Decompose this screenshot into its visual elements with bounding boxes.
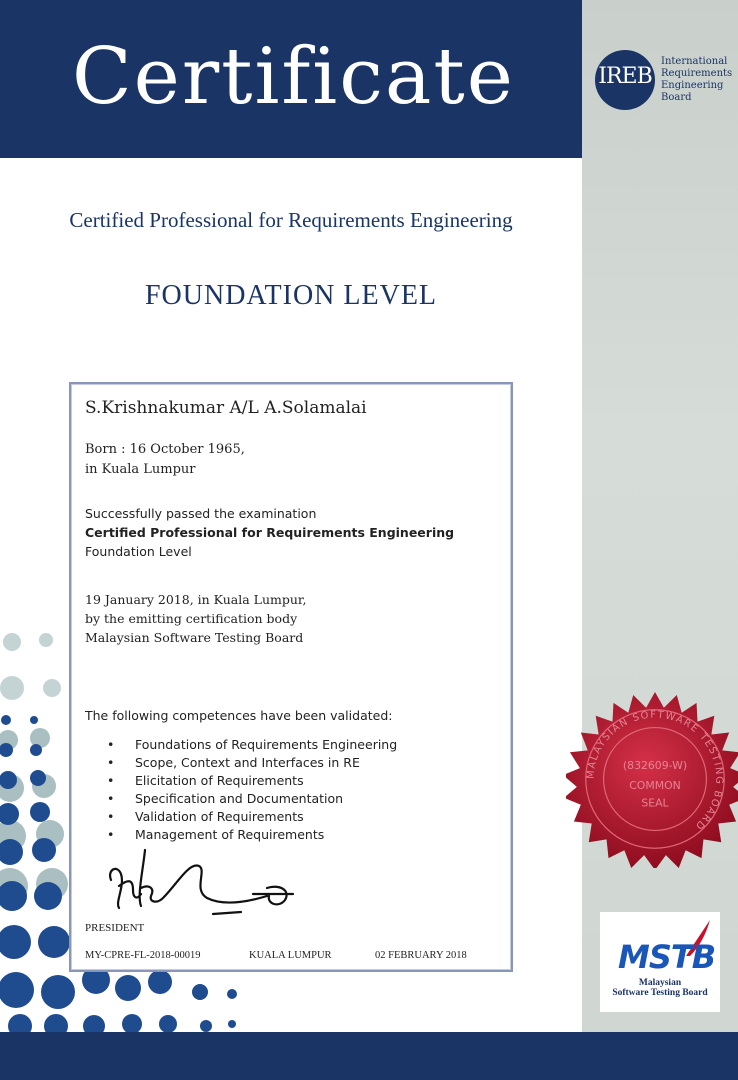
list-item: • Management of Requirements [101, 826, 397, 844]
issue-body-line: by the emitting certification body [85, 611, 298, 626]
competences-list [101, 736, 397, 844]
exam-level: Foundation Level [85, 544, 192, 559]
ireb-logo [590, 50, 660, 110]
president-signature [97, 840, 297, 930]
footer-place: KUALA LUMPUR [249, 950, 332, 961]
mstb-logo-box [600, 912, 720, 1012]
signature-role: PRESIDENT [85, 922, 145, 934]
ireb-name-line: International [661, 56, 728, 67]
ireb-logo-text: IREB [598, 64, 652, 89]
candidate-name: S.Krishnakumar A/L A.Solamalai [85, 398, 367, 418]
list-item: • Validation of Requirements [101, 808, 397, 826]
header-band [0, 0, 582, 158]
footer-date: 02 FEBRUARY 2018 [375, 950, 467, 961]
certificate-id: MY-CPRE-FL-2018-00019 [85, 950, 201, 961]
seal-ring-text: MALAYSIAN SOFTWARE TESTING BOARD [585, 709, 725, 833]
seal-seal-text: SEAL [641, 796, 669, 810]
seal-reg-number: (832609-W) [622, 759, 688, 773]
ireb-name-line: Engineering [661, 80, 724, 91]
ireb-name-line: Board [661, 92, 692, 103]
seal-common-text: COMMON [629, 778, 681, 792]
ireb-full-name [661, 56, 737, 104]
list-item: • Specification and Documentation [101, 790, 397, 808]
list-item: • Scope, Context and Interfaces in RE [101, 754, 397, 772]
bottom-band [0, 1032, 738, 1080]
mstb-name-line2: Software Testing Board [612, 988, 708, 998]
certificate-title: Certificate [72, 32, 515, 122]
issue-date: 19 January 2018, in Kuala Lumpur, [85, 592, 307, 607]
exam-result [85, 504, 454, 561]
birth-info [85, 440, 245, 480]
ireb-name-line: Requirements [661, 68, 733, 79]
list-item: • Elicitation of Requirements [101, 772, 397, 790]
issue-body-name: Malaysian Software Testing Board [85, 630, 304, 645]
competences-intro: The following competences have been validated: [85, 708, 393, 723]
program-title: Certified Professional for Requirements Engineering [69, 208, 513, 232]
exam-intro: Successfully passed the examination [85, 506, 317, 521]
common-seal [566, 690, 738, 868]
birth-place: in Kuala Lumpur [85, 462, 196, 477]
program-level: FOUNDATION LEVEL [144, 280, 438, 311]
issue-info [85, 590, 307, 647]
certificate-details-box [69, 382, 513, 972]
mstb-full-name [600, 978, 720, 998]
mstb-name-line1: Malaysian [638, 978, 682, 988]
birth-date: Born : 16 October 1965, [85, 442, 245, 457]
list-item: • Foundations of Requirements Engineering [101, 736, 397, 754]
mstb-logo-text: MSTB [618, 938, 716, 976]
exam-certification: Certified Professional for Requirements Engineering [85, 525, 455, 540]
